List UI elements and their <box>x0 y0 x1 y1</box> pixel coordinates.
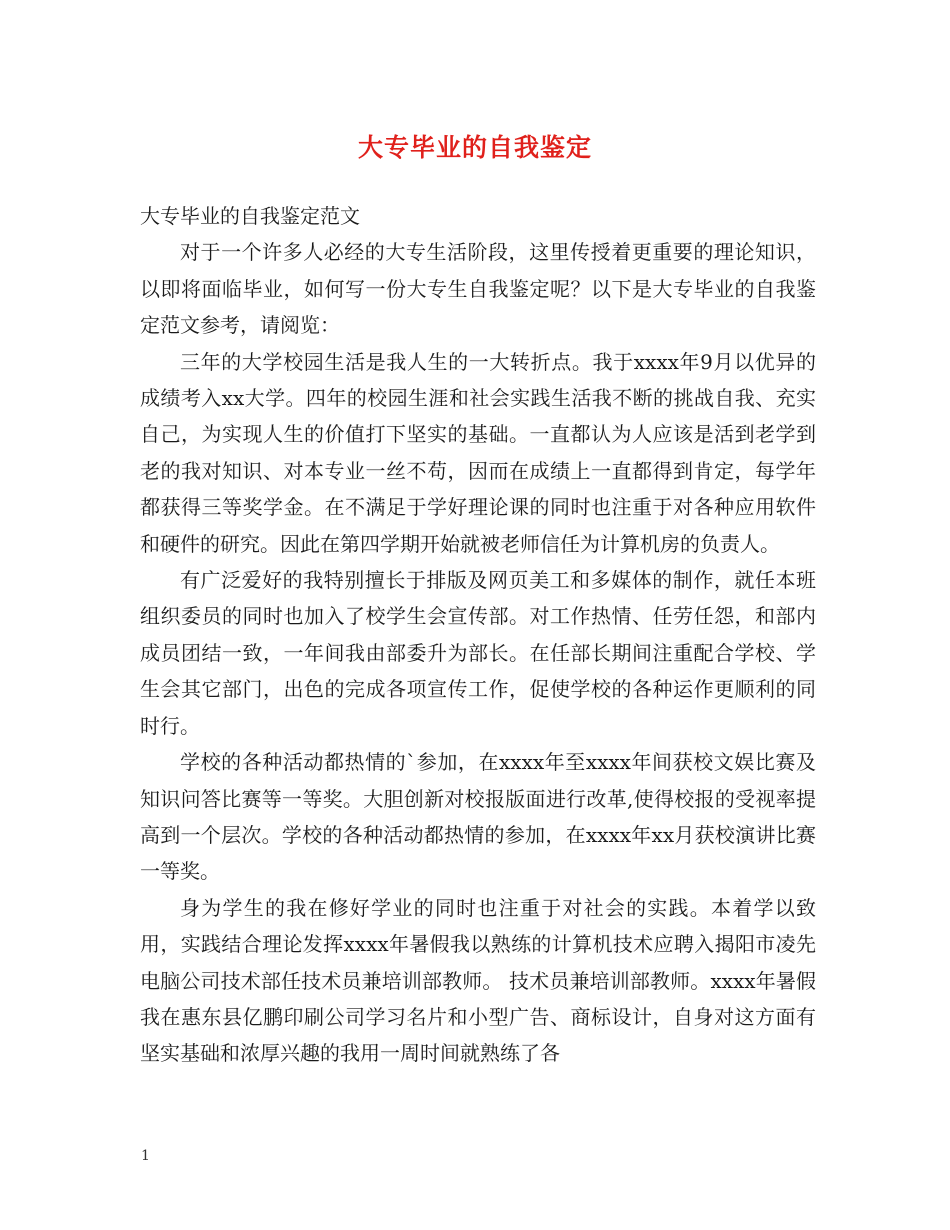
paragraph-campus-life: 三年的大学校园生活是我人生的一大转折点。我于xxxx年9月以优异的成绩考入xx大学。四年的校园生涯和社会实践生活我不断的挑战自我、充实自己，为实现人生的价值打下坚实的基础。一直都认为人应该是活到老学到老的我对知识、对本专业一丝不苟，因而在成绩上一直都得到肯定，每学年都获得三等奖学金。在不满足于学好理论课的同时也注重于对各种应用软件和硬件的研究。因此在第四学期开始就被老师信任为计算机房的负责人。 <box>140 349 816 556</box>
paragraph-activities: 学校的各种活动都热情的`参加，在xxxx年至xxxx年间获校文娱比赛及知识问答比赛等一等奖。大胆创新对校报版面进行改革,使得校报的受视率提高到一个层次。学校的各种活动都热情的参加，在xxxx年xx月获校演讲比赛一等奖。 <box>140 750 816 884</box>
paragraph-practice: 身为学生的我在修好学业的同时也注重于对社会的实践。本着学以致用，实践结合理论发挥xxxx年暑假我以熟练的计算机技术应聘入揭阳市凌先电脑公司技术部任技术员兼培训部教师。 技术员兼培训部教师。xxxx年暑假我在惠东县亿鹏印刷公司学习名片和小型广告、商标设计，自身对这方面有坚实基础和浓厚兴趣的我用一周时间就熟练了各 <box>140 895 816 1066</box>
document-body <box>140 198 816 1072</box>
document-title: 大专毕业的自我鉴定 <box>357 133 592 162</box>
paragraph-intro: 对于一个许多人必经的大专生活阶段，这里传授着更重要的理论知识，以即将面临毕业，如何写一份大专生自我鉴定呢？以下是大专毕业的自我鉴定范文参考，请阅览： <box>140 240 816 338</box>
document-subtitle: 大专毕业的自我鉴定范文 <box>140 204 360 228</box>
page-number: 1 <box>141 1148 150 1164</box>
paragraph-hobbies: 有广泛爱好的我特别擅长于排版及网页美工和多媒体的制作，就任本班组织委员的同时也加入了校学生会宣传部。对工作热情、任劳任怨，和部内成员团结一致，一年间我由部委升为部长。在任部长期间注重配合学校、学生会其它部门，出色的完成各项宣传工作，促使学校的各种运作更顺利的同时行。 <box>140 568 816 738</box>
